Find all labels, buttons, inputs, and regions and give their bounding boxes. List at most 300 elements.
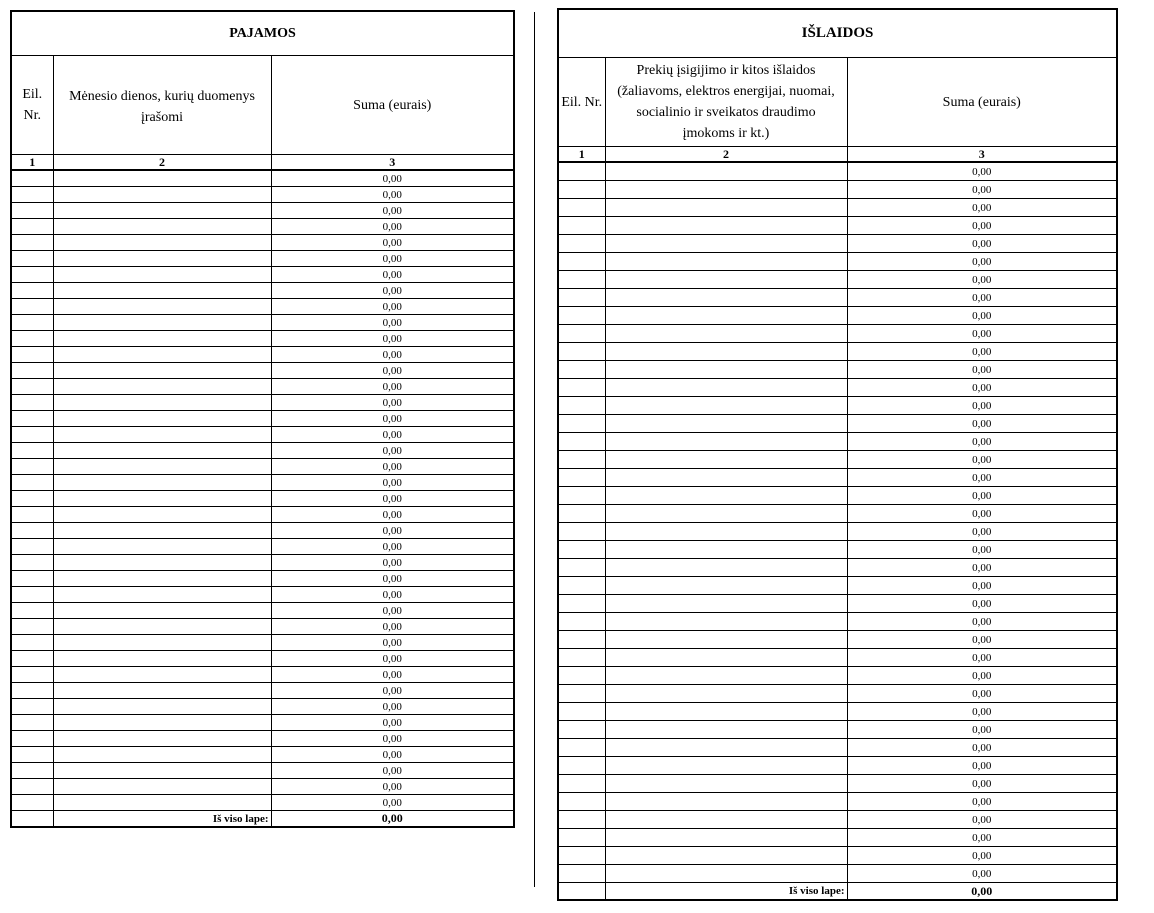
expense-row-description-cell[interactable] bbox=[605, 829, 847, 847]
expense-row-number-cell[interactable] bbox=[558, 397, 605, 415]
income-row-number-cell[interactable] bbox=[11, 443, 53, 459]
expense-col1-header: Eil. Nr. bbox=[558, 58, 605, 147]
expense-title-row bbox=[558, 9, 1117, 58]
income-row-number-cell[interactable] bbox=[11, 411, 53, 427]
income-row-description-cell[interactable] bbox=[53, 507, 271, 523]
expense-row-description-cell[interactable] bbox=[605, 775, 847, 793]
expense-row-amount-cell[interactable]: 0,00 bbox=[847, 577, 1117, 595]
expense-row-description-cell[interactable] bbox=[605, 487, 847, 505]
expense-row-amount-cell[interactable]: 0,00 bbox=[847, 613, 1117, 631]
income-row-number-cell[interactable] bbox=[11, 170, 53, 187]
expense-row-amount-cell[interactable]: 0,00 bbox=[847, 595, 1117, 613]
income-row-number-cell[interactable] bbox=[11, 475, 53, 491]
expense-row-description-cell[interactable] bbox=[605, 397, 847, 415]
income-table-row bbox=[11, 251, 514, 267]
expense-row-number-cell[interactable] bbox=[558, 451, 605, 469]
income-row-description-cell[interactable] bbox=[53, 187, 271, 203]
income-row-description-cell[interactable] bbox=[53, 315, 271, 331]
income-row-amount-cell[interactable]: 0,00 bbox=[271, 475, 514, 491]
income-table-row bbox=[11, 539, 514, 555]
income-table-row bbox=[11, 571, 514, 587]
income-row-amount-cell[interactable]: 0,00 bbox=[271, 651, 514, 667]
income-row-number-cell[interactable] bbox=[11, 683, 53, 699]
income-col3-header: Suma (eurais) bbox=[271, 56, 514, 155]
income-row-description-cell[interactable] bbox=[53, 475, 271, 491]
expense-table-row bbox=[558, 505, 1117, 523]
expense-row-number-cell[interactable] bbox=[558, 739, 605, 757]
income-colnum-3: 3 bbox=[271, 155, 514, 171]
expense-table-row bbox=[558, 162, 1117, 181]
expense-row-number-cell[interactable] bbox=[558, 307, 605, 325]
expense-row-description-cell[interactable] bbox=[605, 865, 847, 883]
expense-row-number-cell[interactable] bbox=[558, 631, 605, 649]
expense-row-description-cell[interactable] bbox=[605, 217, 847, 235]
income-row-description-cell[interactable] bbox=[53, 395, 271, 411]
income-row-number-cell[interactable] bbox=[11, 427, 53, 443]
expense-table-row bbox=[558, 217, 1117, 235]
expense-table-row bbox=[558, 199, 1117, 217]
expense-row-number-cell[interactable] bbox=[558, 649, 605, 667]
expense-row-description-cell[interactable] bbox=[605, 613, 847, 631]
expense-row-amount-cell[interactable]: 0,00 bbox=[847, 235, 1117, 253]
income-table-row bbox=[11, 235, 514, 251]
expense-row-amount-cell[interactable]: 0,00 bbox=[847, 721, 1117, 739]
expense-table-row bbox=[558, 829, 1117, 847]
expense-row-description-cell[interactable] bbox=[605, 739, 847, 757]
expense-col2-header: Prekių įsigijimo ir kitos išlaidos (žaliavoms, elektros energijai, nuomai, socialinio ir sveikatos draudimo įmokoms ir kt.) bbox=[605, 58, 847, 147]
expense-row-description-cell[interactable] bbox=[605, 505, 847, 523]
expense-row-amount-cell[interactable]: 0,00 bbox=[847, 739, 1117, 757]
expense-table-row bbox=[558, 577, 1117, 595]
expense-row-number-cell[interactable] bbox=[558, 181, 605, 199]
income-row-number-cell[interactable] bbox=[11, 363, 53, 379]
expense-row-number-cell[interactable] bbox=[558, 162, 605, 181]
income-row-number-cell[interactable] bbox=[11, 347, 53, 363]
expense-row-amount-cell[interactable]: 0,00 bbox=[847, 181, 1117, 199]
expense-row-amount-cell[interactable]: 0,00 bbox=[847, 523, 1117, 541]
income-row-amount-cell[interactable]: 0,00 bbox=[271, 235, 514, 251]
expense-row-amount-cell[interactable]: 0,00 bbox=[847, 847, 1117, 865]
income-row-description-cell[interactable] bbox=[53, 715, 271, 731]
expense-row-number-cell[interactable] bbox=[558, 685, 605, 703]
expense-row-amount-cell[interactable]: 0,00 bbox=[847, 343, 1117, 361]
income-table bbox=[10, 10, 515, 828]
expense-row-amount-cell[interactable]: 0,00 bbox=[847, 541, 1117, 559]
expense-colnum-2: 2 bbox=[605, 147, 847, 163]
expense-row-description-cell[interactable] bbox=[605, 325, 847, 343]
income-row-amount-cell[interactable]: 0,00 bbox=[271, 571, 514, 587]
income-table-row bbox=[11, 683, 514, 699]
expense-table-row bbox=[558, 397, 1117, 415]
income-row-description-cell[interactable] bbox=[53, 683, 271, 699]
expense-total-label: Iš viso lape: bbox=[605, 883, 847, 901]
income-row-amount-cell[interactable]: 0,00 bbox=[271, 507, 514, 523]
expense-row-description-cell[interactable] bbox=[605, 667, 847, 685]
income-row-number-cell[interactable] bbox=[11, 571, 53, 587]
income-row-number-cell[interactable] bbox=[11, 379, 53, 395]
expense-row-amount-cell[interactable]: 0,00 bbox=[847, 217, 1117, 235]
income-row-description-cell[interactable] bbox=[53, 603, 271, 619]
expense-table-row bbox=[558, 739, 1117, 757]
expense-row-description-cell[interactable] bbox=[605, 703, 847, 721]
income-row-description-cell[interactable] bbox=[53, 347, 271, 363]
income-row-number-cell[interactable] bbox=[11, 795, 53, 811]
expense-row-number-cell[interactable] bbox=[558, 199, 605, 217]
income-row-description-cell[interactable] bbox=[53, 779, 271, 795]
expense-row-number-cell[interactable] bbox=[558, 415, 605, 433]
expense-header-row bbox=[558, 58, 1117, 147]
income-row-amount-cell[interactable]: 0,00 bbox=[271, 763, 514, 779]
expense-table-row bbox=[558, 685, 1117, 703]
expense-row-description-cell[interactable] bbox=[605, 577, 847, 595]
expense-table-row bbox=[558, 793, 1117, 811]
expense-row-number-cell[interactable] bbox=[558, 829, 605, 847]
income-row-description-cell[interactable] bbox=[53, 299, 271, 315]
expense-row-description-cell[interactable] bbox=[605, 235, 847, 253]
income-row-amount-cell[interactable]: 0,00 bbox=[271, 491, 514, 507]
expense-table-row bbox=[558, 235, 1117, 253]
income-row-number-cell[interactable] bbox=[11, 779, 53, 795]
expense-row-number-cell[interactable] bbox=[558, 325, 605, 343]
expense-row-description-cell[interactable] bbox=[605, 649, 847, 667]
expense-row-amount-cell[interactable]: 0,00 bbox=[847, 829, 1117, 847]
income-row-number-cell[interactable] bbox=[11, 315, 53, 331]
income-row-number-cell[interactable] bbox=[11, 299, 53, 315]
income-number-row bbox=[11, 155, 514, 171]
expense-row-amount-cell[interactable]: 0,00 bbox=[847, 199, 1117, 217]
expense-row-amount-cell[interactable]: 0,00 bbox=[847, 559, 1117, 577]
income-row-amount-cell[interactable]: 0,00 bbox=[271, 555, 514, 571]
expense-row-description-cell[interactable] bbox=[605, 793, 847, 811]
income-table-row bbox=[11, 267, 514, 283]
income-row-description-cell[interactable] bbox=[53, 731, 271, 747]
expense-row-number-cell[interactable] bbox=[558, 865, 605, 883]
expense-row-amount-cell[interactable]: 0,00 bbox=[847, 271, 1117, 289]
expense-row-number-cell[interactable] bbox=[558, 433, 605, 451]
expense-table-row bbox=[558, 847, 1117, 865]
income-row-description-cell[interactable] bbox=[53, 747, 271, 763]
income-row-description-cell[interactable] bbox=[53, 523, 271, 539]
expense-row-number-cell[interactable] bbox=[558, 667, 605, 685]
income-row-description-cell[interactable] bbox=[53, 619, 271, 635]
income-row-description-cell[interactable] bbox=[53, 555, 271, 571]
expense-row-number-cell[interactable] bbox=[558, 757, 605, 775]
income-row-amount-cell[interactable]: 0,00 bbox=[271, 523, 514, 539]
expense-row-description-cell[interactable] bbox=[605, 361, 847, 379]
income-row-description-cell[interactable] bbox=[53, 699, 271, 715]
expense-row-number-cell[interactable] bbox=[558, 343, 605, 361]
expense-row-number-cell[interactable] bbox=[558, 775, 605, 793]
income-table-row bbox=[11, 411, 514, 427]
expense-table-row bbox=[558, 613, 1117, 631]
income-row-number-cell[interactable] bbox=[11, 219, 53, 235]
expense-table-row bbox=[558, 379, 1117, 397]
expense-row-number-cell[interactable] bbox=[558, 811, 605, 829]
income-row-amount-cell[interactable]: 0,00 bbox=[271, 427, 514, 443]
income-row-amount-cell[interactable]: 0,00 bbox=[271, 747, 514, 763]
income-row-number-cell[interactable] bbox=[11, 459, 53, 475]
income-row-amount-cell[interactable]: 0,00 bbox=[271, 795, 514, 811]
income-row-description-cell[interactable] bbox=[53, 331, 271, 347]
income-row-amount-cell[interactable]: 0,00 bbox=[271, 363, 514, 379]
income-row-number-cell[interactable] bbox=[11, 715, 53, 731]
income-row-amount-cell[interactable]: 0,00 bbox=[271, 299, 514, 315]
income-row-description-cell[interactable] bbox=[53, 459, 271, 475]
income-table-row bbox=[11, 315, 514, 331]
income-row-description-cell[interactable] bbox=[53, 363, 271, 379]
expense-row-number-cell[interactable] bbox=[558, 613, 605, 631]
expense-row-description-cell[interactable] bbox=[605, 307, 847, 325]
income-row-number-cell[interactable] bbox=[11, 507, 53, 523]
income-row-amount-cell[interactable]: 0,00 bbox=[271, 603, 514, 619]
expense-row-amount-cell[interactable]: 0,00 bbox=[847, 685, 1117, 703]
expense-row-amount-cell[interactable]: 0,00 bbox=[847, 469, 1117, 487]
income-table-row bbox=[11, 299, 514, 315]
expense-row-number-cell[interactable] bbox=[558, 487, 605, 505]
income-row-number-cell[interactable] bbox=[11, 699, 53, 715]
income-row-number-cell[interactable] bbox=[11, 603, 53, 619]
income-row-number-cell[interactable] bbox=[11, 635, 53, 651]
income-row-number-cell[interactable] bbox=[11, 731, 53, 747]
expense-row-number-cell[interactable] bbox=[558, 505, 605, 523]
income-row-number-cell[interactable] bbox=[11, 235, 53, 251]
expense-row-amount-cell[interactable]: 0,00 bbox=[847, 379, 1117, 397]
expense-row-amount-cell[interactable]: 0,00 bbox=[847, 253, 1117, 271]
expense-row-amount-cell[interactable]: 0,00 bbox=[847, 361, 1117, 379]
income-row-description-cell[interactable] bbox=[53, 539, 271, 555]
expense-row-description-cell[interactable] bbox=[605, 757, 847, 775]
income-table-row bbox=[11, 491, 514, 507]
income-row-amount-cell[interactable]: 0,00 bbox=[271, 539, 514, 555]
income-table-row bbox=[11, 187, 514, 203]
expense-row-amount-cell[interactable]: 0,00 bbox=[847, 667, 1117, 685]
income-row-amount-cell[interactable]: 0,00 bbox=[271, 283, 514, 299]
income-row-description-cell[interactable] bbox=[53, 235, 271, 251]
income-row-number-cell[interactable] bbox=[11, 491, 53, 507]
income-row-amount-cell[interactable]: 0,00 bbox=[271, 219, 514, 235]
income-row-amount-cell[interactable]: 0,00 bbox=[271, 170, 514, 187]
expense-row-description-cell[interactable] bbox=[605, 433, 847, 451]
expense-row-number-cell[interactable] bbox=[558, 271, 605, 289]
income-row-number-cell[interactable] bbox=[11, 587, 53, 603]
expense-row-number-cell[interactable] bbox=[558, 289, 605, 307]
expense-row-amount-cell[interactable]: 0,00 bbox=[847, 397, 1117, 415]
income-header-row bbox=[11, 56, 514, 155]
expense-row-number-cell[interactable] bbox=[558, 559, 605, 577]
income-row-amount-cell[interactable]: 0,00 bbox=[271, 347, 514, 363]
expense-row-amount-cell[interactable]: 0,00 bbox=[847, 487, 1117, 505]
expense-row-description-cell[interactable] bbox=[605, 631, 847, 649]
income-row-number-cell[interactable] bbox=[11, 187, 53, 203]
income-row-number-cell[interactable] bbox=[11, 251, 53, 267]
expense-row-number-cell[interactable] bbox=[558, 847, 605, 865]
income-row-description-cell[interactable] bbox=[53, 443, 271, 459]
expense-row-number-cell[interactable] bbox=[558, 217, 605, 235]
expense-row-description-cell[interactable] bbox=[605, 379, 847, 397]
expense-row-number-cell[interactable] bbox=[558, 595, 605, 613]
income-row-amount-cell[interactable]: 0,00 bbox=[271, 619, 514, 635]
expense-row-number-cell[interactable] bbox=[558, 793, 605, 811]
income-row-description-cell[interactable] bbox=[53, 571, 271, 587]
expense-row-description-cell[interactable] bbox=[605, 199, 847, 217]
income-table-row bbox=[11, 603, 514, 619]
income-row-amount-cell[interactable]: 0,00 bbox=[271, 779, 514, 795]
expense-row-description-cell[interactable] bbox=[605, 451, 847, 469]
expense-row-number-cell[interactable] bbox=[558, 703, 605, 721]
income-title: PAJAMOS bbox=[11, 11, 514, 56]
expense-row-number-cell[interactable] bbox=[558, 541, 605, 559]
expense-row-amount-cell[interactable]: 0,00 bbox=[847, 865, 1117, 883]
income-row-amount-cell[interactable]: 0,00 bbox=[271, 459, 514, 475]
expense-row-description-cell[interactable] bbox=[605, 343, 847, 361]
income-row-amount-cell[interactable]: 0,00 bbox=[271, 635, 514, 651]
expense-row-amount-cell[interactable]: 0,00 bbox=[847, 307, 1117, 325]
expense-row-number-cell[interactable] bbox=[558, 361, 605, 379]
expense-row-amount-cell[interactable]: 0,00 bbox=[847, 649, 1117, 667]
expense-row-amount-cell[interactable]: 0,00 bbox=[847, 757, 1117, 775]
expense-row-description-cell[interactable] bbox=[605, 415, 847, 433]
expense-row-amount-cell[interactable]: 0,00 bbox=[847, 811, 1117, 829]
expense-table-row bbox=[558, 541, 1117, 559]
income-row-description-cell[interactable] bbox=[53, 427, 271, 443]
expense-row-description-cell[interactable] bbox=[605, 162, 847, 181]
income-table-row bbox=[11, 379, 514, 395]
expense-row-description-cell[interactable] bbox=[605, 847, 847, 865]
income-row-amount-cell[interactable]: 0,00 bbox=[271, 315, 514, 331]
expense-row-description-cell[interactable] bbox=[605, 541, 847, 559]
expense-row-number-cell[interactable] bbox=[558, 469, 605, 487]
income-row-amount-cell[interactable]: 0,00 bbox=[271, 187, 514, 203]
income-row-description-cell[interactable] bbox=[53, 411, 271, 427]
income-row-description-cell[interactable] bbox=[53, 795, 271, 811]
income-row-description-cell[interactable] bbox=[53, 219, 271, 235]
expense-row-description-cell[interactable] bbox=[605, 685, 847, 703]
income-table-row bbox=[11, 555, 514, 571]
expense-row-amount-cell[interactable]: 0,00 bbox=[847, 793, 1117, 811]
expense-row-number-cell[interactable] bbox=[558, 379, 605, 397]
income-row-amount-cell[interactable]: 0,00 bbox=[271, 699, 514, 715]
expense-row-description-cell[interactable] bbox=[605, 595, 847, 613]
income-total-value: 0,00 bbox=[271, 811, 514, 828]
income-row-number-cell[interactable] bbox=[11, 395, 53, 411]
expense-row-amount-cell[interactable]: 0,00 bbox=[847, 433, 1117, 451]
income-row-number-cell[interactable] bbox=[11, 539, 53, 555]
expense-number-row bbox=[558, 147, 1117, 163]
income-row-description-cell[interactable] bbox=[53, 635, 271, 651]
expense-row-amount-cell[interactable]: 0,00 bbox=[847, 703, 1117, 721]
expense-row-amount-cell[interactable]: 0,00 bbox=[847, 631, 1117, 649]
income-row-amount-cell[interactable]: 0,00 bbox=[271, 251, 514, 267]
income-row-description-cell[interactable] bbox=[53, 587, 271, 603]
income-row-number-cell[interactable] bbox=[11, 763, 53, 779]
income-row-description-cell[interactable] bbox=[53, 651, 271, 667]
income-table-row bbox=[11, 363, 514, 379]
income-row-number-cell[interactable] bbox=[11, 523, 53, 539]
income-row-amount-cell[interactable]: 0,00 bbox=[271, 395, 514, 411]
expense-row-number-cell[interactable] bbox=[558, 253, 605, 271]
income-row-number-cell[interactable] bbox=[11, 619, 53, 635]
income-table-row bbox=[11, 395, 514, 411]
expense-table-row bbox=[558, 361, 1117, 379]
income-row-description-cell[interactable] bbox=[53, 763, 271, 779]
expense-row-amount-cell[interactable]: 0,00 bbox=[847, 162, 1117, 181]
income-title-row bbox=[11, 11, 514, 56]
expense-row-number-cell[interactable] bbox=[558, 235, 605, 253]
income-table-row bbox=[11, 651, 514, 667]
expense-row-description-cell[interactable] bbox=[605, 469, 847, 487]
income-row-description-cell[interactable] bbox=[53, 283, 271, 299]
income-col1-header: Eil. Nr. bbox=[11, 56, 53, 155]
income-row-amount-cell[interactable]: 0,00 bbox=[271, 667, 514, 683]
income-row-amount-cell[interactable]: 0,00 bbox=[271, 267, 514, 283]
income-row-number-cell[interactable] bbox=[11, 331, 53, 347]
income-row-description-cell[interactable] bbox=[53, 491, 271, 507]
expense-row-description-cell[interactable] bbox=[605, 253, 847, 271]
income-table-row bbox=[11, 219, 514, 235]
expense-row-description-cell[interactable] bbox=[605, 181, 847, 199]
expense-row-description-cell[interactable] bbox=[605, 523, 847, 541]
income-row-description-cell[interactable] bbox=[53, 203, 271, 219]
income-row-number-cell[interactable] bbox=[11, 555, 53, 571]
income-row-number-cell[interactable] bbox=[11, 667, 53, 683]
income-row-amount-cell[interactable]: 0,00 bbox=[271, 379, 514, 395]
expense-table-row bbox=[558, 487, 1117, 505]
income-row-amount-cell[interactable]: 0,00 bbox=[271, 683, 514, 699]
income-total-label: Iš viso lape: bbox=[53, 811, 271, 828]
expense-table-row bbox=[558, 289, 1117, 307]
income-row-amount-cell[interactable]: 0,00 bbox=[271, 715, 514, 731]
expense-row-amount-cell[interactable]: 0,00 bbox=[847, 775, 1117, 793]
expense-row-amount-cell[interactable]: 0,00 bbox=[847, 505, 1117, 523]
income-row-amount-cell[interactable]: 0,00 bbox=[271, 331, 514, 347]
expense-table-row bbox=[558, 559, 1117, 577]
income-row-number-cell[interactable] bbox=[11, 651, 53, 667]
income-row-amount-cell[interactable]: 0,00 bbox=[271, 587, 514, 603]
expense-row-number-cell[interactable] bbox=[558, 577, 605, 595]
expense-row-amount-cell[interactable]: 0,00 bbox=[847, 451, 1117, 469]
expense-table-row bbox=[558, 703, 1117, 721]
income-row-amount-cell[interactable]: 0,00 bbox=[271, 203, 514, 219]
expense-table-row bbox=[558, 631, 1117, 649]
income-row-amount-cell[interactable]: 0,00 bbox=[271, 731, 514, 747]
expense-row-amount-cell[interactable]: 0,00 bbox=[847, 325, 1117, 343]
expense-table-row bbox=[558, 253, 1117, 271]
income-table-row bbox=[11, 347, 514, 363]
expense-row-description-cell[interactable] bbox=[605, 811, 847, 829]
income-row-number-cell[interactable] bbox=[11, 267, 53, 283]
expense-row-description-cell[interactable] bbox=[605, 721, 847, 739]
expense-row-description-cell[interactable] bbox=[605, 289, 847, 307]
income-row-description-cell[interactable] bbox=[53, 251, 271, 267]
income-row-number-cell[interactable] bbox=[11, 283, 53, 299]
income-row-amount-cell[interactable]: 0,00 bbox=[271, 411, 514, 427]
income-row-number-cell[interactable] bbox=[11, 203, 53, 219]
income-row-number-cell[interactable] bbox=[11, 747, 53, 763]
expense-row-description-cell[interactable] bbox=[605, 271, 847, 289]
income-row-description-cell[interactable] bbox=[53, 667, 271, 683]
expense-row-amount-cell[interactable]: 0,00 bbox=[847, 415, 1117, 433]
income-row-description-cell[interactable] bbox=[53, 379, 271, 395]
income-row-amount-cell[interactable]: 0,00 bbox=[271, 443, 514, 459]
expense-table-row bbox=[558, 595, 1117, 613]
expense-row-number-cell[interactable] bbox=[558, 523, 605, 541]
income-row-description-cell[interactable] bbox=[53, 170, 271, 187]
income-colnum-1: 1 bbox=[11, 155, 53, 171]
income-row-description-cell[interactable] bbox=[53, 267, 271, 283]
expense-row-number-cell[interactable] bbox=[558, 721, 605, 739]
expense-row-description-cell[interactable] bbox=[605, 559, 847, 577]
expense-row-amount-cell[interactable]: 0,00 bbox=[847, 289, 1117, 307]
